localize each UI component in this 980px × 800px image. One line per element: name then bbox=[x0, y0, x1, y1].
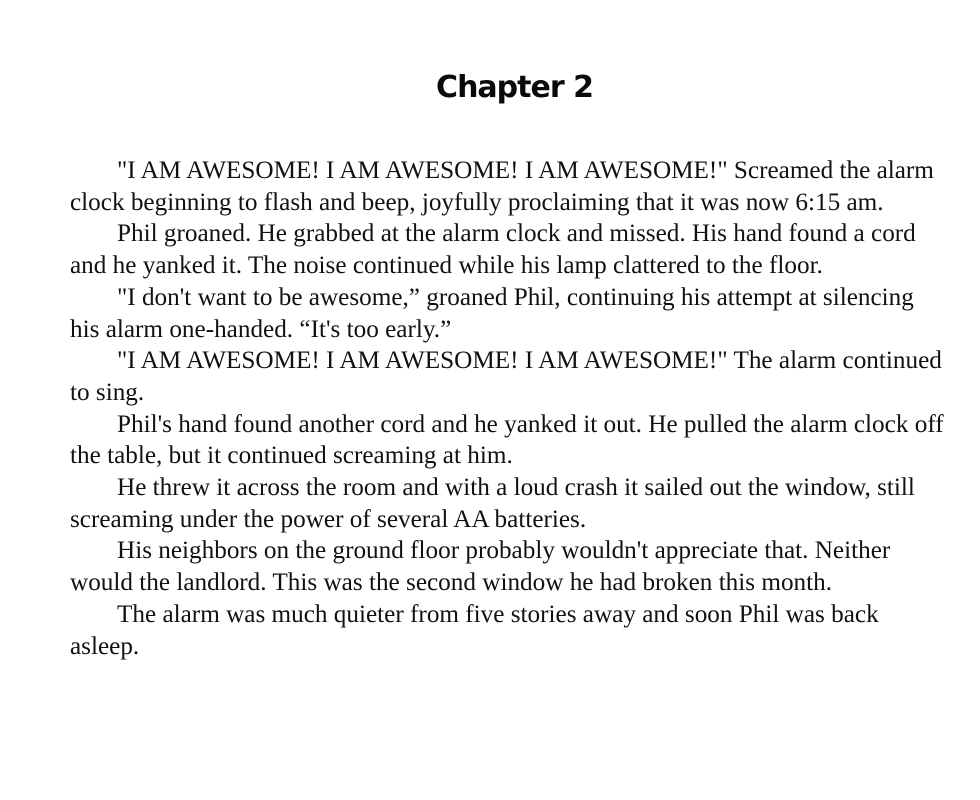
chapter-title: Chapter 2 bbox=[436, 70, 593, 105]
paragraph: His neighbors on the ground floor probably wouldn't appreciate that. Neither would the landlord. This was the second window he had broken this month. bbox=[70, 537, 891, 597]
document-page bbox=[70, 60, 945, 662]
chapter-body bbox=[70, 155, 945, 662]
paragraph: He threw it across the room and with a loud crash it sailed out the window, still screaming under the power of several AA batteries. bbox=[70, 474, 915, 533]
paragraph: "I AM AWESOME! I AM AWESOME! I AM AWESOME!" The alarm continued to sing. bbox=[70, 347, 942, 406]
paragraph: The alarm was much quieter from five stories away and soon Phil was back asleep. bbox=[70, 600, 879, 660]
paragraph: "I AM AWESOME! I AM AWESOME! I AM AWESOME!" Screamed the alarm clock beginning to flash and beep, joyfully proclaiming that it was now 6:15 am. bbox=[70, 157, 934, 216]
paragraph: Phil groaned. He grabbed at the alarm clock and missed. His hand found a cord and he yanked it. The noise continued while his lamp clattered to the floor. bbox=[70, 220, 916, 280]
paragraph: Phil's hand found another cord and he yanked it out. He pulled the alarm clock off the table, but it continued screaming at him. bbox=[70, 410, 944, 470]
paragraph: "I don't want to be awesome,” groaned Phil, continuing his attempt at silencing his alarm one-handed. “It's too early.” bbox=[70, 283, 914, 343]
